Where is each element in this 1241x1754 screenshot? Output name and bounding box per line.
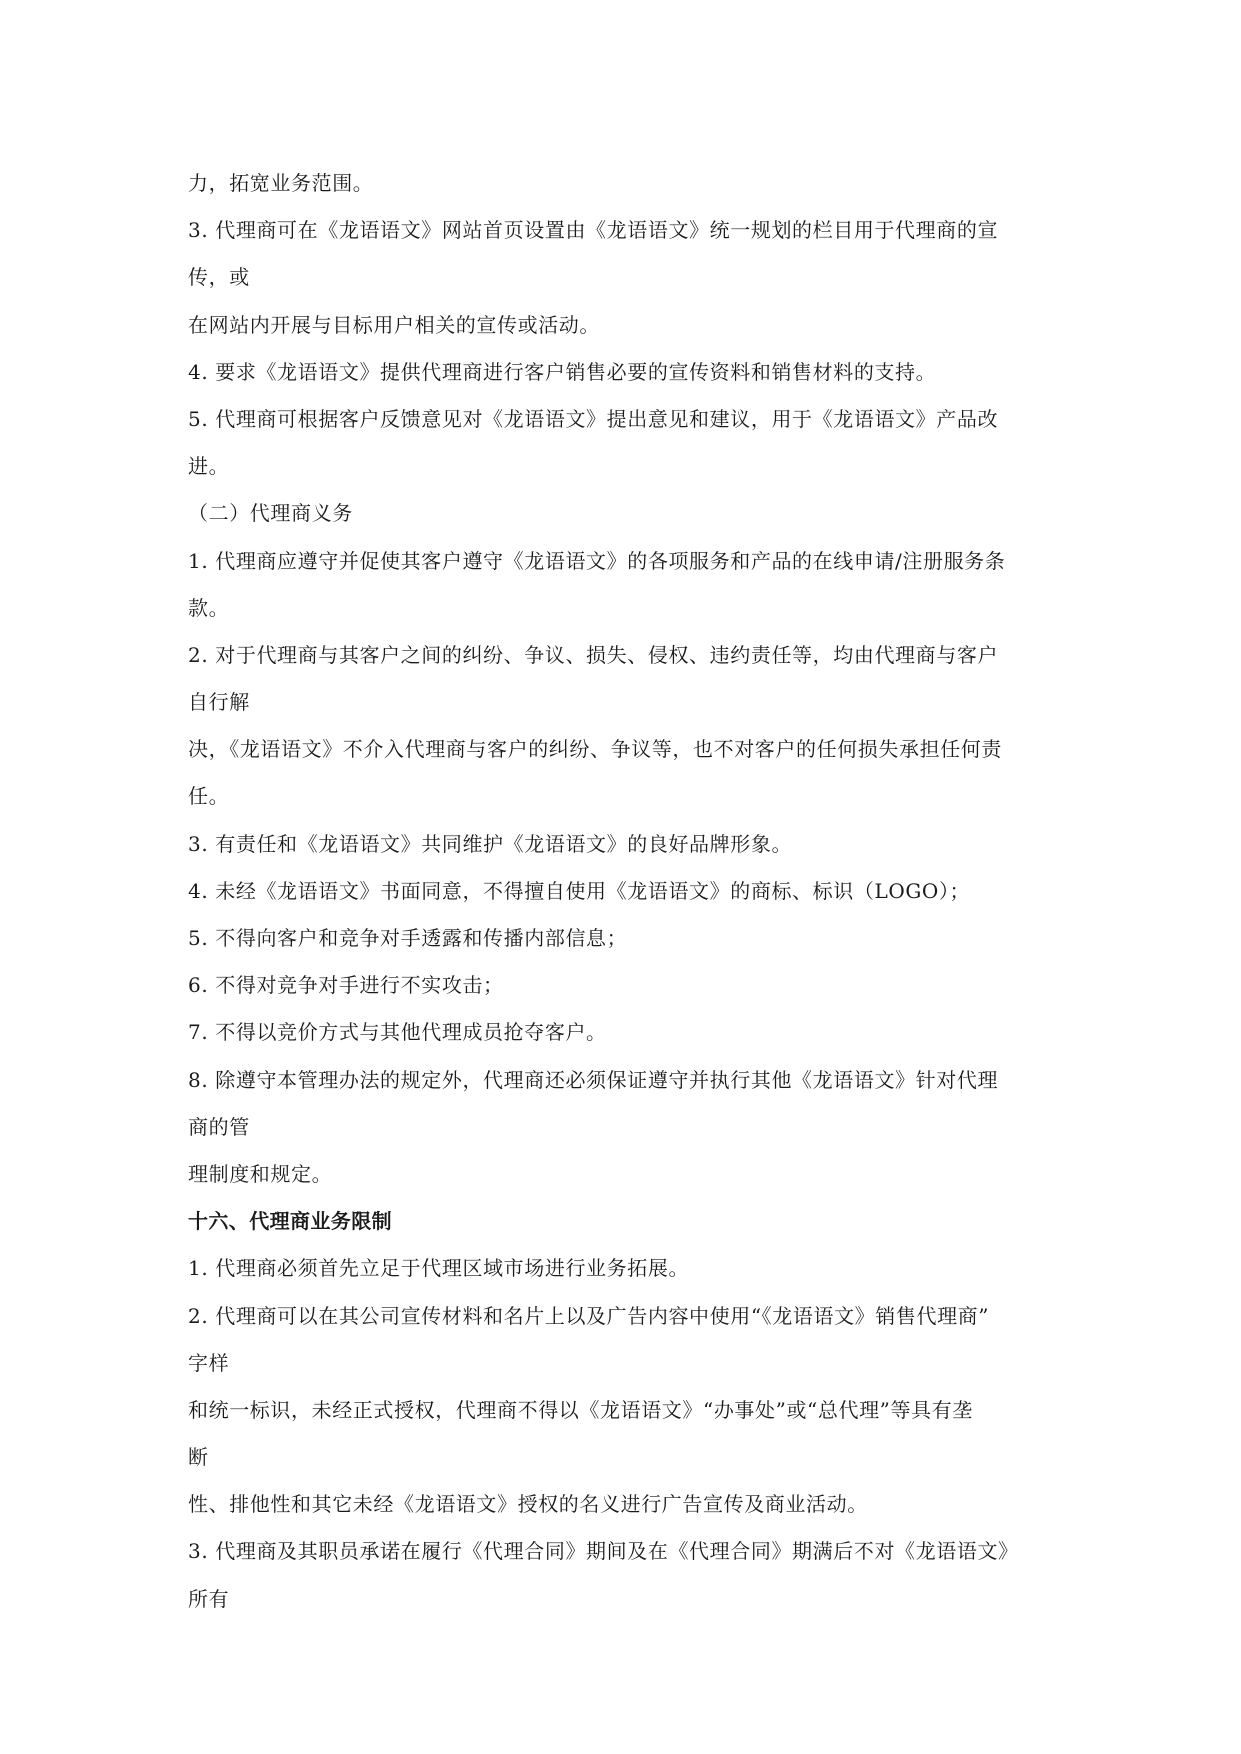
paragraph-line: 4. 要求《龙语语文》提供代理商进行客户销售必要的宣传资料和销售材料的支持。 — [188, 359, 937, 384]
paragraph-line: 断 — [188, 1445, 209, 1470]
subsection-title: （二）代理商义务 — [188, 501, 353, 526]
paragraph-line: 3. 有责任和《龙语语文》共同维护《龙语语文》的良好品牌形象。 — [188, 831, 793, 856]
paragraph-line: 决，《龙语语文》不介入代理商与客户的纠纷、争议等，也不对客户的任何损失承担任何责 — [188, 737, 1002, 762]
paragraph-line: 性、排他性和其它未经《龙语语文》授权的名义进行广告宣传及商业活动。 — [188, 1492, 868, 1517]
document-body — [188, 160, 1068, 1623]
paragraph-line: 3. 代理商及其职员承诺在履行《代理合同》期间及在《代理合同》期满后不对《龙语语文》 — [188, 1539, 1019, 1564]
paragraph-line: 8. 除遵守本管理办法的规定外，代理商还必须保证遵守并执行其他《龙语语文》针对代理 — [188, 1067, 999, 1092]
paragraph-line: 2. 代理商可以在其公司宣传材料和名片上以及广告内容中使用“《龙语语文》销售代理商” — [188, 1303, 990, 1328]
paragraph-line: 自行解 — [188, 690, 250, 715]
paragraph-line: 5. 不得向客户和竞争对手透露和传播内部信息； — [188, 926, 628, 950]
paragraph-line: 在网站内开展与目标用户相关的宣传或活动。 — [188, 312, 600, 337]
paragraph-line: 任。 — [188, 784, 230, 809]
paragraph-line: 和统一标识，未经正式授权，代理商不得以《龙语语文》“办事处”或“总代理”等具有垄 — [188, 1397, 973, 1422]
paragraph-line: 理制度和规定。 — [188, 1161, 333, 1186]
paragraph-line: 传，或 — [188, 265, 250, 290]
paragraph-line: 5. 代理商可根据客户反馈意见对《龙语语文》提出意见和建议，用于《龙语语文》产品改 — [188, 406, 999, 431]
paragraph-line: 1. 代理商应遵守并促使其客户遵守《龙语语文》的各项服务和产品的在线申请/注册服务条 — [188, 548, 1006, 573]
paragraph-line: 进。 — [188, 454, 230, 479]
paragraph-line: 所有 — [188, 1586, 230, 1611]
paragraph-line: 3. 代理商可在《龙语语文》网站首页设置由《龙语语文》统一规划的栏目用于代理商的宣 — [188, 218, 999, 243]
paragraph-line: 2. 对于代理商与其客户之间的纠纷、争议、损失、侵权、违约责任等，均由代理商与客户 — [188, 642, 999, 667]
paragraph-line: 7. 不得以竞价方式与其他代理成员抢夺客户。 — [188, 1020, 607, 1045]
paragraph-line: 商的管 — [188, 1114, 250, 1139]
paragraph-line: 字样 — [188, 1350, 230, 1375]
section-heading: 十六、代理商业务限制 — [188, 1209, 392, 1234]
paragraph-line: 力，拓宽业务范围。 — [188, 171, 374, 195]
paragraph-line: 6. 不得对竞争对手进行不实攻击； — [188, 973, 504, 998]
paragraph-line: 1. 代理商必须首先立足于代理区域市场进行业务拓展。 — [188, 1256, 690, 1281]
paragraph-line: 款。 — [188, 595, 230, 620]
paragraph-line: 4. 未经《龙语语文》书面同意，不得擅自使用《龙语语文》的商标、标识（LOGO）； — [188, 878, 971, 903]
